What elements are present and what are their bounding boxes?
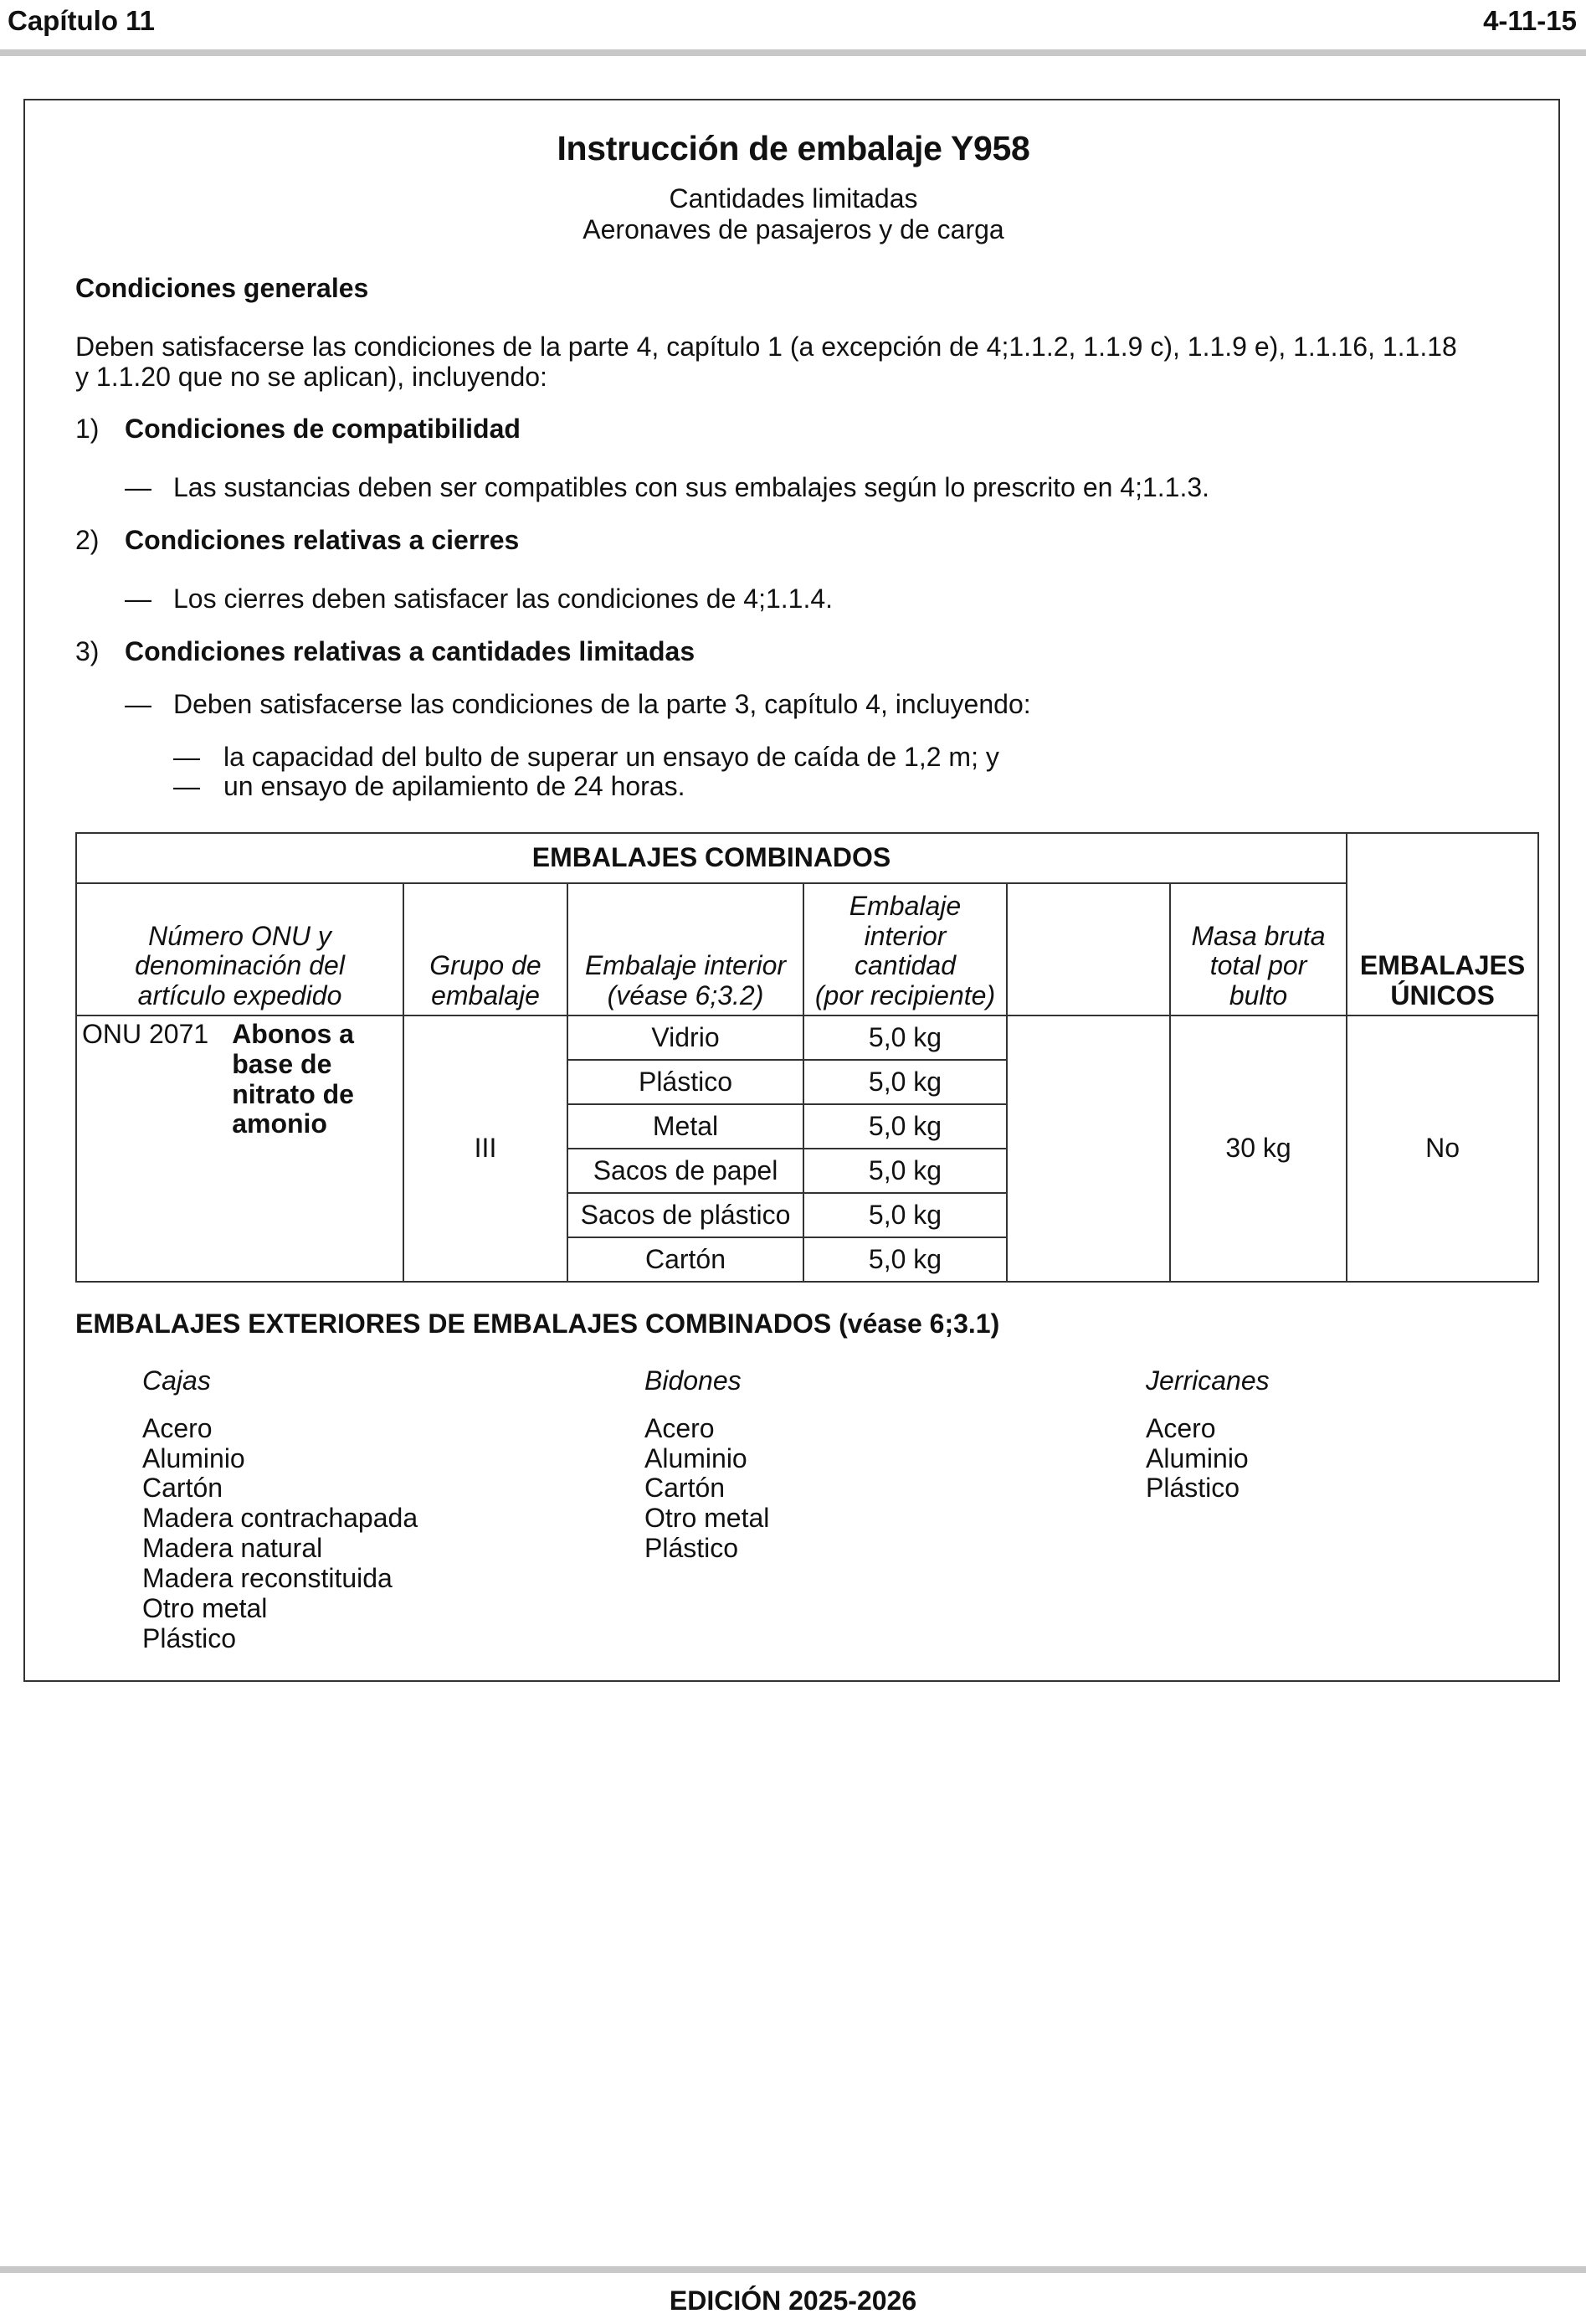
list-item: Plástico (142, 1622, 237, 1653)
item-3-sub-1: la capacidad del bulto de superar un ensayo de caída de 1,2 m; y (223, 742, 999, 772)
list-item: Cartón (142, 1473, 223, 1504)
page-number: 4-11-15 (1483, 5, 1577, 36)
list-item: Aluminio (1146, 1442, 1249, 1473)
item-1-dash: — (125, 472, 151, 502)
item-3-sub-dash-2: — (173, 771, 200, 801)
item-2-dash: — (125, 584, 151, 614)
item-1-text: Las sustancias deben ser compatibles con sus embalajes según lo prescrito en 4;1.1.3. (173, 472, 1210, 502)
inner-packaging-cell: Sacos de papel (567, 1149, 803, 1193)
item-1-number: 1) (75, 414, 100, 444)
item-3-sub-2: un ensayo de apilamiento de 24 horas. (223, 771, 685, 801)
table-combined-header-row (76, 833, 1538, 883)
item-3-heading: Condiciones relativas a cantidades limitadas (125, 636, 695, 666)
empty-column-header (1007, 883, 1170, 1015)
qty-header-line1: Embalaje (849, 890, 962, 921)
mass-header-line1: Masa bruta (1191, 920, 1326, 951)
single-header-line2: ÚNICOS (1390, 980, 1495, 1011)
packaging-table (75, 832, 1539, 1283)
subtitle-aircraft: Aeronaves de pasajeros y de carga (583, 214, 1004, 244)
list-item: Otro metal (644, 1503, 770, 1534)
instruction-title: Instrucción de embalaje Y958 (557, 129, 1030, 167)
combined-packagings-header: EMBALAJES COMBINADOS (76, 833, 1347, 883)
inner-packaging-cell: Metal (567, 1104, 803, 1149)
item-3-sub-dash-1: — (173, 742, 200, 772)
inner-quantity-cell: 5,0 kg (803, 1060, 1007, 1104)
single-packagings-header (1347, 833, 1538, 1015)
inner-quantity-cell: 5,0 kg (803, 1104, 1007, 1149)
packing-group-cell: III (403, 1015, 567, 1282)
item-3-dash: — (125, 689, 151, 719)
general-conditions-heading: Condiciones generales (75, 273, 369, 303)
inner-quantity-cell: 5,0 kg (803, 1237, 1007, 1282)
group-header-line2: embalaje (431, 980, 540, 1011)
un-header-line1: Número ONU y (148, 920, 331, 951)
outer-column-boxes (142, 1366, 418, 1653)
list-item: Plástico (1146, 1473, 1240, 1504)
inner-quantity-cell: 5,0 kg (803, 1149, 1007, 1193)
un-proper-name (232, 1020, 354, 1139)
qty-header-line3: cantidad (855, 950, 956, 981)
group-header-line1: Grupo de (429, 950, 541, 981)
table-row (76, 1015, 1538, 1060)
edition-footer: EDICIÓN 2025-2026 (669, 2285, 917, 2316)
mass-header-line2: total por (1209, 950, 1307, 981)
list-item: Otro metal (142, 1592, 268, 1623)
packing-group-column-header (403, 883, 567, 1015)
inner-quantity-cell: 5,0 kg (803, 1015, 1007, 1060)
item-2-text: Los cierres deben satisfacer las condiciones de 4;1.1.4. (173, 584, 834, 614)
list-item: Aluminio (142, 1442, 245, 1473)
un-number: ONU 2071 (82, 1019, 209, 1049)
chapter-label: Capítulo 11 (8, 5, 156, 36)
un-number-column-header (76, 883, 403, 1015)
list-item: Aluminio (644, 1442, 747, 1473)
un-name-line4: amonio (232, 1108, 327, 1139)
list-item: Madera contrachapada (142, 1503, 418, 1534)
table-column-header-row (76, 883, 1538, 1015)
inner-quantity-column-header (803, 883, 1007, 1015)
outer-packagings-heading: EMBALAJES EXTERIORES DE EMBALAJES COMBINADOS (véase 6;3.1) (75, 1309, 1000, 1339)
empty-cell (1007, 1015, 1170, 1282)
inner-packaging-cell: Plástico (567, 1060, 803, 1104)
item-3-text: Deben satisfacerse las condiciones de la parte 3, capítulo 4, incluyendo: (173, 689, 1031, 719)
outer-column-title: Bidones (644, 1365, 742, 1396)
single-packagings-cell: No (1347, 1015, 1538, 1282)
un-name-line2: base de (232, 1048, 332, 1079)
list-item: Acero (142, 1412, 213, 1443)
gross-mass-column-header (1170, 883, 1347, 1015)
general-intro-line1: Deben satisfacerse las condiciones de la parte 4, capítulo 1 (a excepción de 4;1.1.2, 1.1.9 c), 1.1.9 e), 1.1.16, 1.1.18 (75, 332, 1457, 362)
header-rule (0, 49, 1586, 56)
inner-header-line2: (véase 6;3.2) (607, 980, 764, 1011)
inner-quantity-cell: 5,0 kg (803, 1193, 1007, 1237)
instruction-frame (23, 99, 1560, 1682)
outer-column-title: Cajas (142, 1365, 211, 1396)
inner-packaging-column-header (567, 883, 803, 1015)
un-name-line1: Abonos a (232, 1019, 354, 1049)
un-header-line3: artículo expedido (137, 980, 342, 1011)
inner-header-line1: Embalaje interior (584, 950, 787, 981)
gross-mass-cell: 30 kg (1170, 1015, 1347, 1282)
inner-packaging-cell: Sacos de plástico (567, 1193, 803, 1237)
un-header-line2: denominación del (135, 950, 345, 981)
item-3-number: 3) (75, 636, 100, 666)
general-intro (75, 332, 1532, 392)
list-item: Madera natural (142, 1533, 323, 1564)
un-name-line3: nitrato de (232, 1078, 354, 1109)
list-item: Acero (644, 1412, 715, 1443)
qty-header-line2: interior (864, 920, 947, 951)
qty-header-line4: (por recipiente) (814, 980, 996, 1011)
inner-packaging-cell: Vidrio (567, 1015, 803, 1060)
item-2-heading: Condiciones relativas a cierres (125, 525, 520, 555)
footer-rule (0, 2266, 1586, 2273)
list-item: Madera reconstituida (142, 1562, 393, 1593)
list-item: Acero (1146, 1412, 1216, 1443)
outer-column-title: Jerricanes (1146, 1365, 1270, 1396)
list-item: Plástico (644, 1533, 739, 1564)
item-1-heading: Condiciones de compatibilidad (125, 414, 521, 444)
outer-column-jerricans (1146, 1366, 1270, 1504)
un-entry-cell (76, 1015, 403, 1282)
single-header-line1: EMBALAJES (1359, 950, 1526, 981)
list-item: Cartón (644, 1473, 726, 1504)
item-2-number: 2) (75, 525, 100, 555)
mass-header-line3: bulto (1229, 980, 1288, 1011)
general-intro-line2: y 1.1.20 que no se aplican), incluyendo: (75, 362, 547, 393)
subtitle-limited-quantities: Cantidades limitadas (669, 183, 918, 213)
inner-packaging-cell: Cartón (567, 1237, 803, 1282)
outer-column-drums (644, 1366, 769, 1564)
